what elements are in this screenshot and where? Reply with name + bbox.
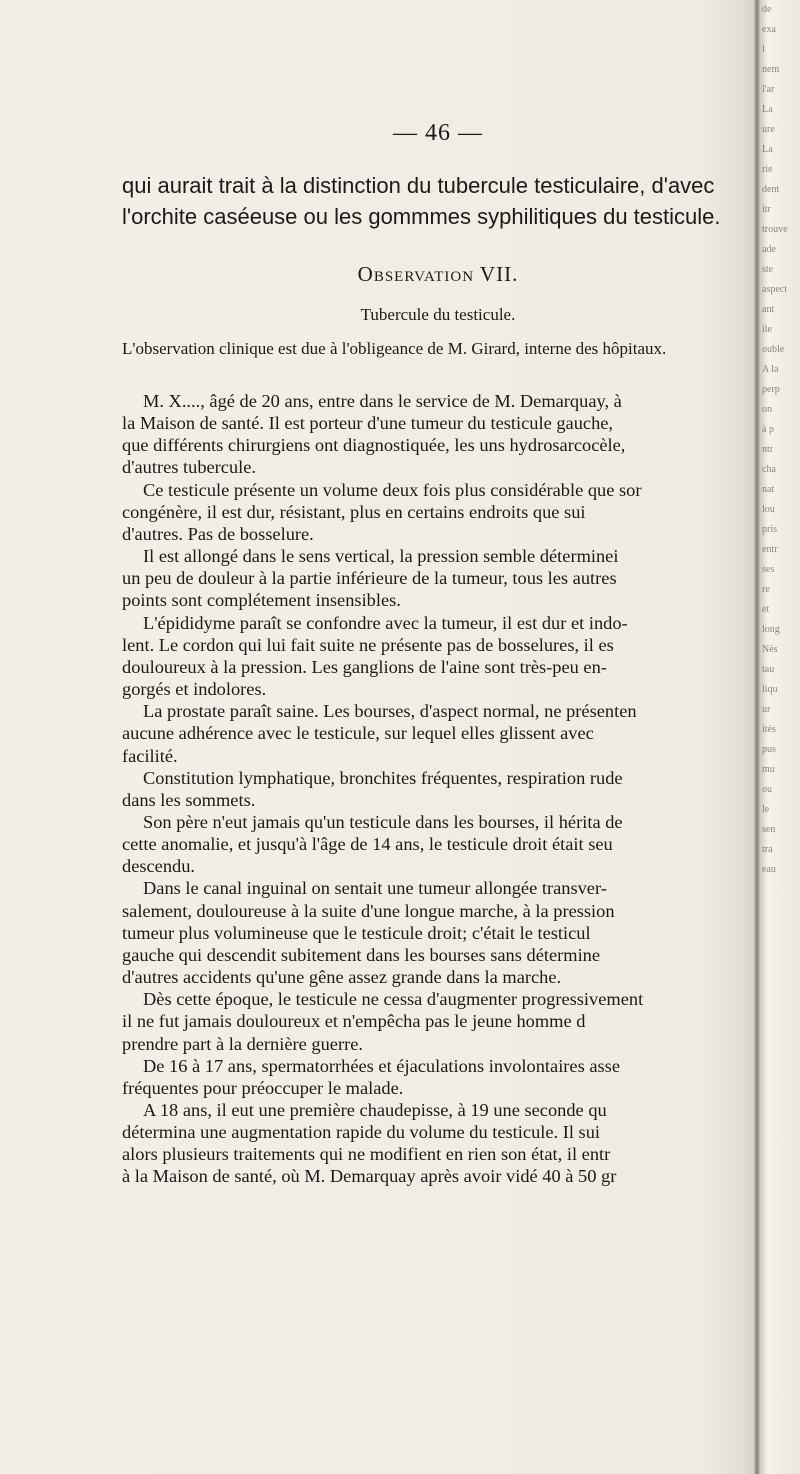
bleed-fragment: long	[762, 624, 780, 635]
bleed-fragment: ou	[762, 784, 772, 795]
bleed-fragment: sen	[762, 824, 776, 835]
bleed-fragment: ant	[762, 304, 775, 315]
bleed-fragment: l	[762, 44, 765, 55]
body-line: la Maison de santé. Il est porteur d'une tumeur du testicule gauche,	[122, 413, 614, 434]
body-line: d'autres tubercule.	[122, 457, 257, 478]
bleed-fragment: tra	[762, 844, 773, 855]
body-line: Dans le canal inguinal on sentait une tumeur allongée transver-	[143, 878, 607, 899]
bleed-fragment: ités	[762, 724, 776, 735]
body-line: que différents chirurgiens ont diagnostiquée, les uns hydrosarcocèle,	[122, 435, 626, 456]
page-number: — 46 —	[393, 120, 483, 146]
body-line: alors plusieurs traitements qui ne modifient en rien son état, il entr	[122, 1144, 611, 1165]
intro-paragraph	[122, 170, 754, 232]
book-gutter	[754, 0, 760, 1474]
bleed-fragment: tau	[762, 664, 775, 675]
bleed-fragment: lou	[762, 504, 775, 515]
body-line: Dès cette époque, le testicule ne cessa d'augmenter progressivement	[143, 989, 644, 1010]
body-line: dans les sommets.	[122, 789, 256, 810]
body-line: un peu de douleur à la partie inférieure de la tumeur, tous les autres	[122, 568, 617, 589]
bleed-fragment: aspect	[762, 284, 787, 295]
body-line: tumeur plus volumineuse que le testicule droit; c'était le testicul	[122, 922, 591, 943]
observation-body	[122, 390, 754, 1188]
bleed-fragment: A la	[762, 364, 779, 375]
bleed-fragment: exa	[762, 24, 776, 35]
body-line: il ne fut jamais douloureux et n'empêcha pas le jeune homme d	[122, 1011, 586, 1032]
body-line: A 18 ans, il eut une première chaudepisse, à 19 une seconde qu	[143, 1100, 607, 1120]
bleed-fragment: ade	[762, 244, 776, 255]
body-line: Ce testicule présente un volume deux fois plus considérable que sor	[143, 479, 642, 500]
body-line: Constitution lymphatique, bronchites fréquentes, respiration rude	[143, 767, 623, 788]
bleed-fragment: itr	[762, 204, 771, 215]
observation-title: Observation VII.	[357, 262, 519, 286]
bleed-fragment: nem	[762, 64, 780, 75]
bleed-fragment: ure	[762, 124, 775, 135]
body-line: d'autres accidents qu'une gêne assez grande dans la marche.	[122, 967, 562, 988]
body-line: cette anomalie, et jusqu'à l'âge de 14 ans, le testicule droit était seu	[122, 834, 613, 855]
bleed-fragment: mu	[762, 764, 775, 775]
intro-line: l'orchite caséeuse ou les gommmes syphilitiques du testicule.	[122, 204, 721, 229]
body-line: La prostate paraît saine. Les bourses, d'aspect normal, ne présenten	[143, 701, 637, 722]
body-line: Son père n'eut jamais qu'un testicule dans les bourses, il hérita de	[143, 811, 623, 832]
body-line: gauche qui descendit subitement dans les bourses sans détermine	[122, 944, 601, 965]
body-line: descendu.	[122, 856, 196, 877]
bleed-fragment: trouve	[762, 224, 788, 235]
bleed-fragment: le	[762, 804, 770, 815]
intro-line: qui aurait trait à la distinction du tubercule testiculaire, d'avec	[122, 173, 715, 198]
bleed-fragment: eau	[762, 864, 776, 875]
body-line: gorgés et indolores.	[122, 679, 267, 700]
body-line: M. X...., âgé de 20 ans, entre dans le service de M. Demarquay, à	[143, 391, 622, 411]
body-line: à la Maison de santé, où M. Demarquay après avoir vidé 40 à 50 gr	[122, 1166, 617, 1187]
bleed-fragment: ouble	[762, 344, 785, 355]
facing-page-bleed	[762, 0, 800, 1474]
bleed-fragment: ses	[762, 564, 775, 575]
body-line: De 16 à 17 ans, spermatorrhées et éjaculations involontaires asse	[143, 1055, 620, 1076]
bleed-fragment: perp	[762, 384, 780, 395]
body-line: douloureux à la pression. Les ganglions de l'aine sont très-peu en-	[122, 656, 607, 677]
body-line: L'épididyme paraît se confondre avec la tumeur, il est dur et indo-	[143, 612, 628, 633]
body-line: d'autres. Pas de bosselure.	[122, 523, 314, 544]
bleed-fragment: entr	[762, 544, 778, 555]
bleed-fragment: La	[762, 144, 773, 155]
body-line: salement, douloureuse à la suite d'une longue marche, à la pression	[122, 900, 615, 921]
bleed-fragment: et	[762, 604, 770, 615]
body-line: détermina une augmentation rapide du volume du testicule. Il sui	[122, 1122, 601, 1143]
bleed-fragment: ste	[762, 264, 774, 275]
body-line: aucune adhérence avec le testicule, sur lequel elles glissent avec	[122, 723, 594, 744]
bleed-fragment: ntr	[762, 444, 774, 455]
bleed-fragment: à p	[762, 424, 774, 435]
bleed-fragment: pus	[762, 744, 776, 755]
bleed-fragment: dent	[762, 184, 780, 195]
bleed-fragment: ile	[762, 324, 772, 335]
bleed-fragment: Nès	[762, 644, 778, 655]
bleed-fragment: re	[762, 584, 770, 595]
body-line: facilité.	[122, 745, 178, 766]
bleed-fragment: La	[762, 104, 773, 115]
bleed-fragment: l'ar	[762, 84, 775, 95]
bleed-fragment: on	[762, 404, 772, 415]
page-text-block	[122, 0, 754, 1474]
observation-subtitle: Tubercule du testicule.	[360, 305, 516, 324]
body-line: lent. Le cordon qui lui fait suite ne présente pas de bosselures, il es	[122, 634, 614, 655]
bleed-fragment: de	[762, 4, 772, 15]
bleed-fragment: cha	[762, 464, 776, 475]
body-line: points sont complétement insensibles.	[122, 590, 401, 611]
observation-credit: L'observation clinique est due à l'obligeance de M. Girard, interne des hôpitaux.	[122, 339, 667, 358]
bleed-fragment: ur	[762, 704, 771, 715]
bleed-fragment: rie	[762, 164, 773, 175]
bleed-fragment: liqu	[762, 684, 778, 695]
body-line: Il est allongé dans le sens vertical, la pression semble déterminei	[143, 546, 619, 567]
body-line: fréquentes pour préoccuper le malade.	[122, 1077, 404, 1098]
body-line: prendre part à la dernière guerre.	[122, 1033, 363, 1054]
body-line: congénère, il est dur, résistant, plus en certains endroits que sui	[122, 501, 586, 522]
bleed-fragment: nat	[762, 484, 775, 495]
bleed-fragment: pris	[762, 524, 777, 535]
